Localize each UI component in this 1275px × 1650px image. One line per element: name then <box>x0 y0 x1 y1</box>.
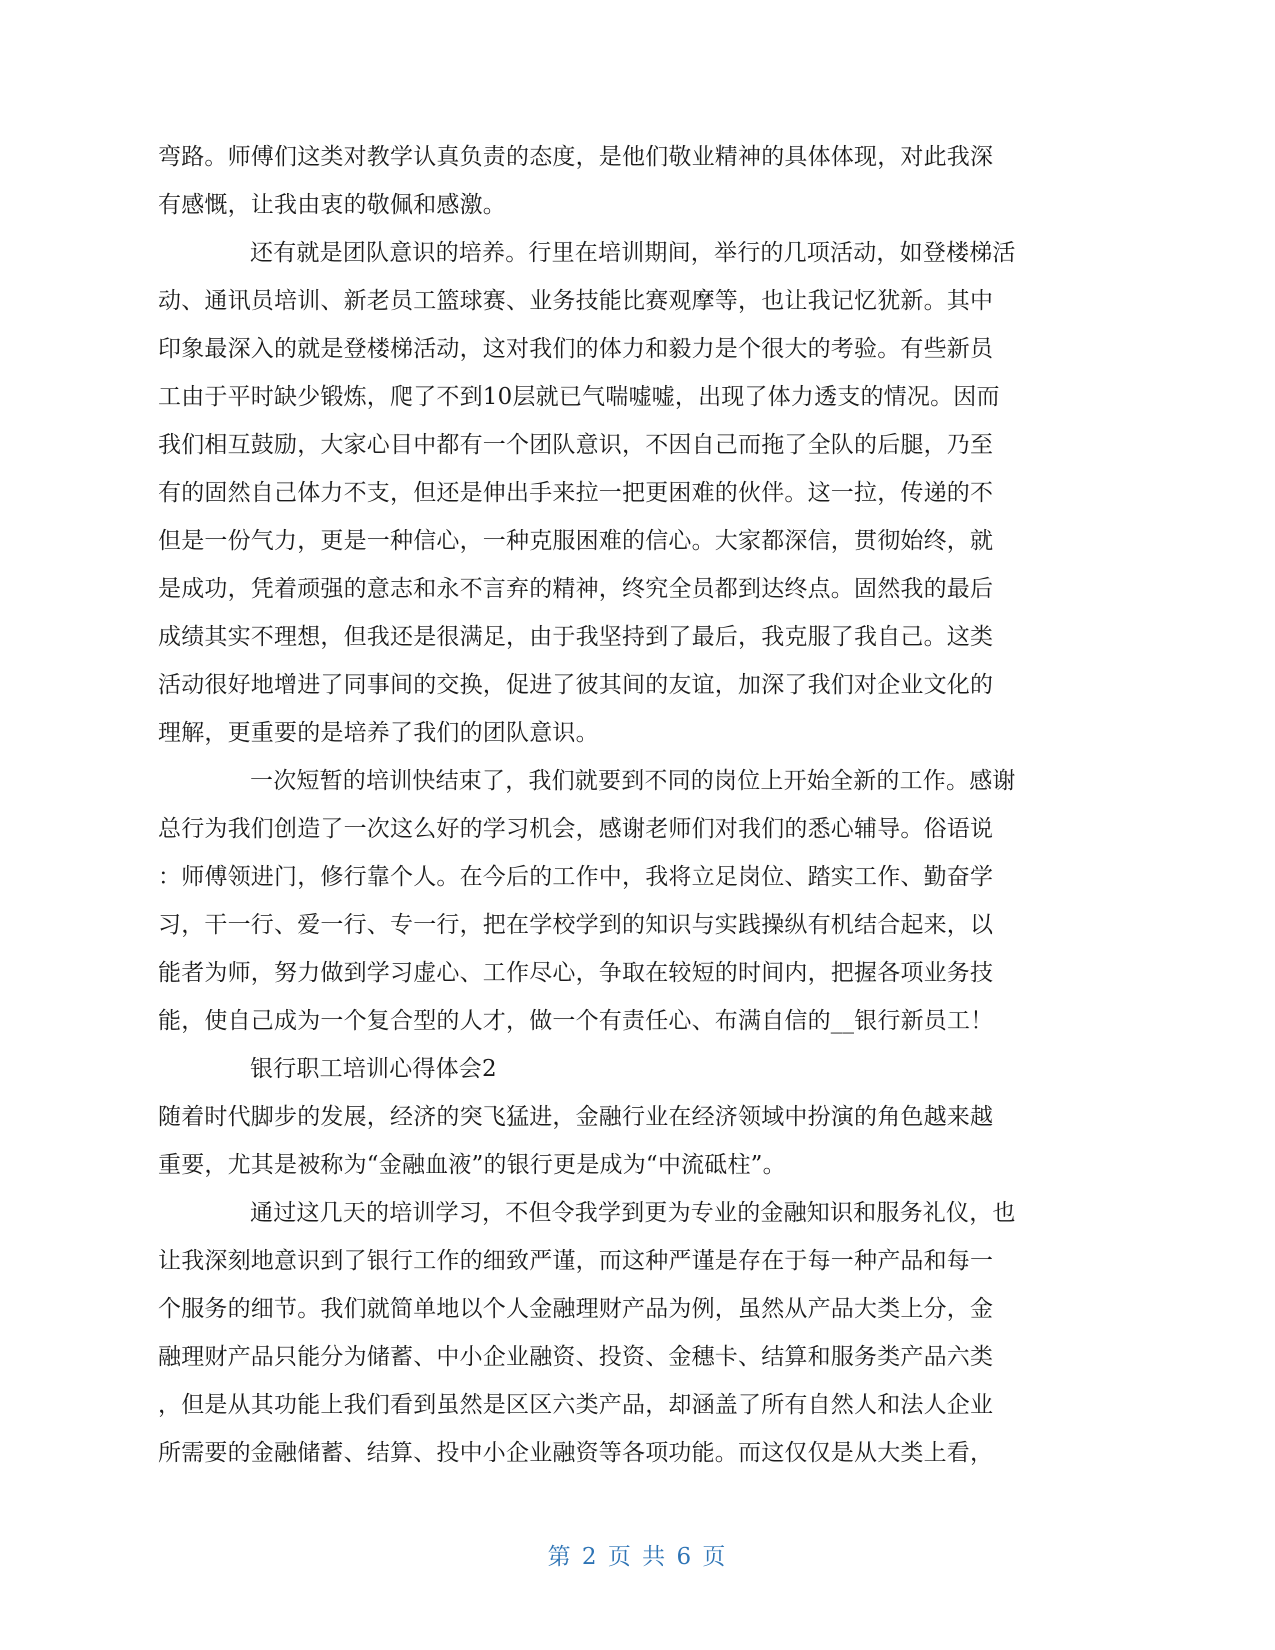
text-line: 能者为师，努力做到学习虚心、工作尽心，争取在较短的时间内，把握各项业务技 <box>158 960 994 986</box>
text-line: 随着时代脚步的发展，经济的突飞猛进，金融行业在经济领域中扮演的角色越来越 <box>158 1104 994 1130</box>
page-number-footer: 第 2 页 共 6 页 <box>547 1544 728 1570</box>
text-line: 印象最深入的就是登楼梯活动，这对我们的体力和毅力是个很大的考验。有些新员 <box>158 336 994 362</box>
text-line: 理解，更重要的是培养了我们的团队意识。 <box>158 720 599 746</box>
text-line: ，但是从其功能上我们看到虽然是区区六类产品，却涵盖了所有自然人和法人企业 <box>158 1392 994 1418</box>
text-line: 我们相互鼓励，大家心目中都有一个团队意识，不因自己而拖了全队的后腿，乃至 <box>158 432 994 458</box>
text-line: 融理财产品只能分为储蓄、中小企业融资、投资、金穗卡、结算和服务类产品六类 <box>158 1344 994 1370</box>
text-line: 活动很好地增进了同事间的交换，促进了彼其间的友谊，加深了我们对企业文化的 <box>158 672 994 698</box>
text-line: 总行为我们创造了一次这么好的学习机会，感谢老师们对我们的悉心辅导。俗语说 <box>158 816 994 842</box>
text-line: 习，干一行、爱一行、专一行，把在学校学到的知识与实践操纵有机结合起来，以 <box>158 912 994 938</box>
text-line: 动、通讯员培训、新老员工篮球赛、业务技能比赛观摩等，也让我记忆犹新。其中 <box>158 288 994 314</box>
text-line: 所需要的金融储蓄、结算、投中小企业融资等各项功能。而这仅仅是从大类上看， <box>158 1440 994 1466</box>
text-line: 弯路。师傅们这类对教学认真负责的态度，是他们敬业精神的具体体现，对此我深 <box>158 144 994 170</box>
document-body <box>158 133 1086 1477</box>
text-line: ：师傅领进门，修行靠个人。在今后的工作中，我将立足岗位、踏实工作、勤奋学 <box>158 864 994 890</box>
paragraph-start-line: 还有就是团队意识的培养。行里在培训期间，举行的几项活动，如登楼梯活 <box>250 240 1016 266</box>
text-line: 重要，尤其是被称为“金融血液”的银行更是成为“中流砥柱”。 <box>158 1152 786 1178</box>
text-line: 有感慨，让我由衷的敬佩和感激。 <box>158 192 506 218</box>
text-line: 让我深刻地意识到了银行工作的细致严谨，而这种严谨是存在于每一种产品和每一 <box>158 1248 994 1274</box>
text-line: 成绩其实不理想，但我还是很满足，由于我坚持到了最后，我克服了我自己。这类 <box>158 624 994 650</box>
text-line: 工由于平时缺少锻炼，爬了不到10层就已气喘嘘嘘，出现了体力透支的情况。因而 <box>158 384 1000 410</box>
section-heading: 银行职工培训心得体会2 <box>250 1056 497 1082</box>
text-line: 是成功，凭着顽强的意志和永不言弃的精神，终究全员都到达终点。固然我的最后 <box>158 576 994 602</box>
text-line: 能，使自己成为一个复合型的人才，做一个有责任心、布满自信的__银行新员工！ <box>158 1008 994 1034</box>
text-line: 个服务的细节。我们就简单地以个人金融理财产品为例，虽然从产品大类上分，金 <box>158 1296 994 1322</box>
text-line: 有的固然自己体力不支，但还是伸出手来拉一把更困难的伙伴。这一拉，传递的不 <box>158 480 994 506</box>
paragraph-start-line: 一次短暂的培训快结束了，我们就要到不同的岗位上开始全新的工作。感谢 <box>250 768 1016 794</box>
text-line: 但是一份气力，更是一种信心，一种克服困难的信心。大家都深信，贯彻始终，就 <box>158 528 994 554</box>
paragraph-start-line: 通过这几天的培训学习，不但令我学到更为专业的金融知识和服务礼仪，也 <box>250 1200 1016 1226</box>
